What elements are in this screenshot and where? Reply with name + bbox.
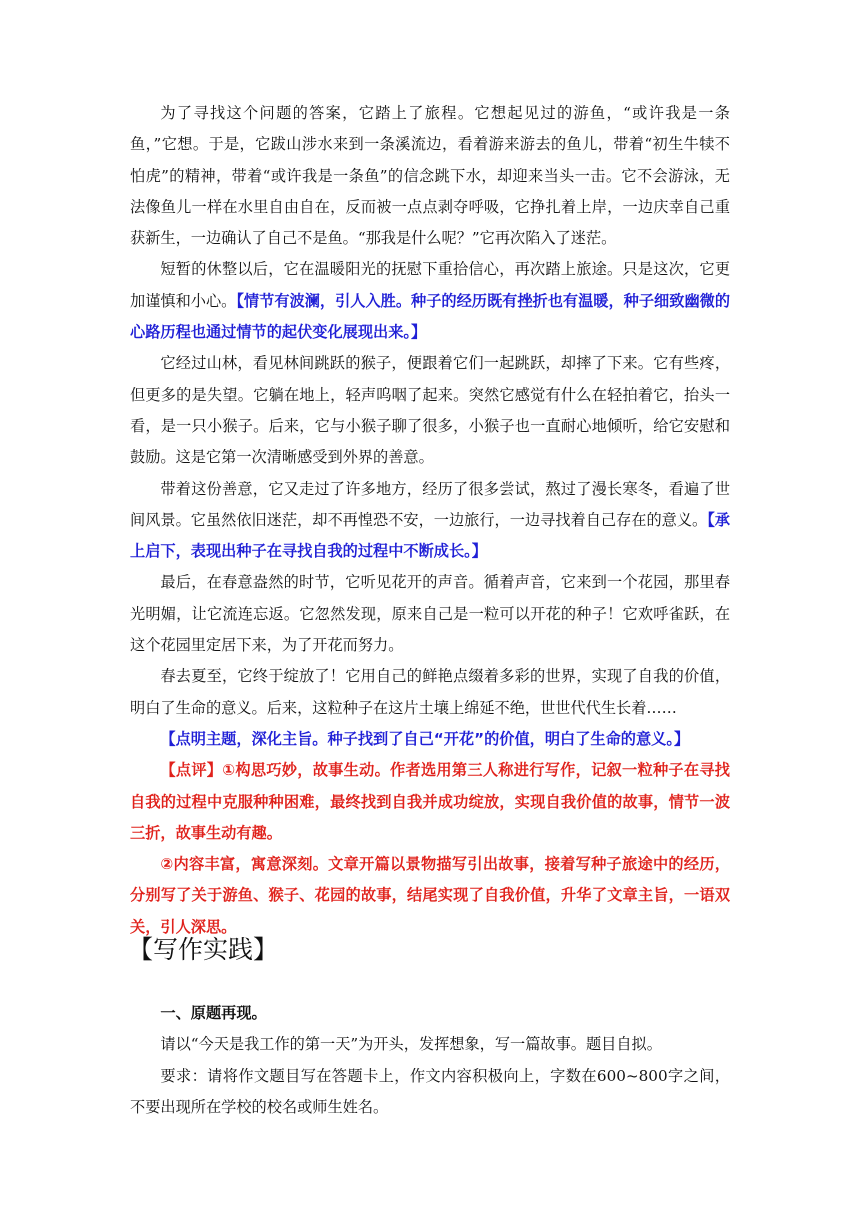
essay-paragraph-3: 它经过山林，看见林间跳跃的猴子，便跟着它们一起跳跃，却摔了下来。它有些疼，但更多的是失望。它躺在地上，轻声呜咽了起来。突然它感觉有什么在轻拍着它，抬头一看，是一只小猴子。后来，它与小猴子聊了很多，小猴子也一直耐心地倾听，给它安慰和鼓励。这是它第一次清晰感受到外界的善意。: [130, 354, 730, 467]
essay-paragraph-2-text: 短暂的休整以后，它在温暖阳光的抚慰下重拾信心，再次踏上旅途。只是这次，它更加谨慎和小心。: [130, 260, 730, 310]
annotation-comment: 【情节有波澜，引人入胜。种子的经历既有挫折也有温暖，种子细致幽微的心路历程也通过情节的起伏变化展现出来。】: [130, 291, 731, 342]
practice-subheading: 一、原题再现。: [160, 1004, 267, 1022]
practice-section: [130, 998, 730, 1123]
essay-paragraph-5: 最后，在春意盎然的时节，它听见花开的声音。循着声音，它来到一个花园，那里春光明媚，让它流连忘返。它忽然发现，原来自己是一粒可以开花的种子！它欢呼雀跃，在这个花园里定居下来，为了开花而努力。: [130, 573, 730, 655]
essay-body: [130, 98, 730, 943]
essay-paragraph-6: 春去夏至，它终于绽放了！它用自己的鲜艳点缀着多彩的世界，实现了自我的价值，明白了生命的意义。后来，这粒种子在这片土壤上绵延不绝，世世代代生长着……: [130, 667, 730, 717]
review-comment-2: ②内容丰富，寓意深刻。文章开篇以景物描写引出故事，接着写种子旅途中的经历，分别写了关于游鱼、猴子、花园的故事，结尾实现了自我价值，升华了文章主旨，一语双关，引人深思。: [130, 855, 730, 936]
section-heading-writing-practice: 【写作实践】: [128, 935, 279, 964]
review-comment-1: 【点评】①构思巧妙，故事生动。作者选用第三人称进行写作，记叙一粒种子在寻找自我的过程中克服种种困难，最终找到自我并成功绽放，实现自我价值的故事，情节一波三折，故事生动有趣。: [130, 761, 730, 842]
essay-paragraph-2: [130, 254, 730, 348]
annotation-theme-comment: 【点明主题，深化主旨。种子找到了自己“开花”的价值，明白了生命的意义。】: [160, 729, 690, 748]
practice-prompt: 请以“今天是我工作的第一天”为开头，发挥想象，写一篇故事。题目自拟。: [160, 1035, 662, 1054]
practice-requirement: 要求：请将作文题目写在答题卡上，作文内容积极向上，字数在600~800字之间，不要出现所在学校的校名或师生姓名。: [130, 1066, 730, 1116]
essay-paragraph-1: 为了寻找这个问题的答案，它踏上了旅程。它想起见过的游鱼，“或许我是一条鱼，”它想。于是，它跋山涉水来到一条溪流边，看着游来游去的鱼儿，带着“初生牛犊不怕虎”的精神，带着“或许我是一条鱼”的信念跳下水，却迎来当头一击。它不会游泳，无法像鱼儿一样在水里自由自在，反而被一点点剥夺呼吸，它挣扎着上岸，一边庆幸自己重获新生，一边确认了自己不是鱼。“那我是什么呢？”它再次陷入了迷茫。: [130, 104, 730, 248]
essay-paragraph-4: [130, 474, 730, 568]
annotation-comment: 【承上启下，表现出种子在寻找自我的过程中不断成长。】: [130, 510, 730, 561]
essay-paragraph-4-text: 带着这份善意，它又走过了许多地方，经历了很多尝试，熬过了漫长寒冬，看遍了世间风景。它虽然依旧迷茫，却不再惶恐不安，一边旅行，一边寻找着自己存在的意义。: [130, 479, 730, 529]
